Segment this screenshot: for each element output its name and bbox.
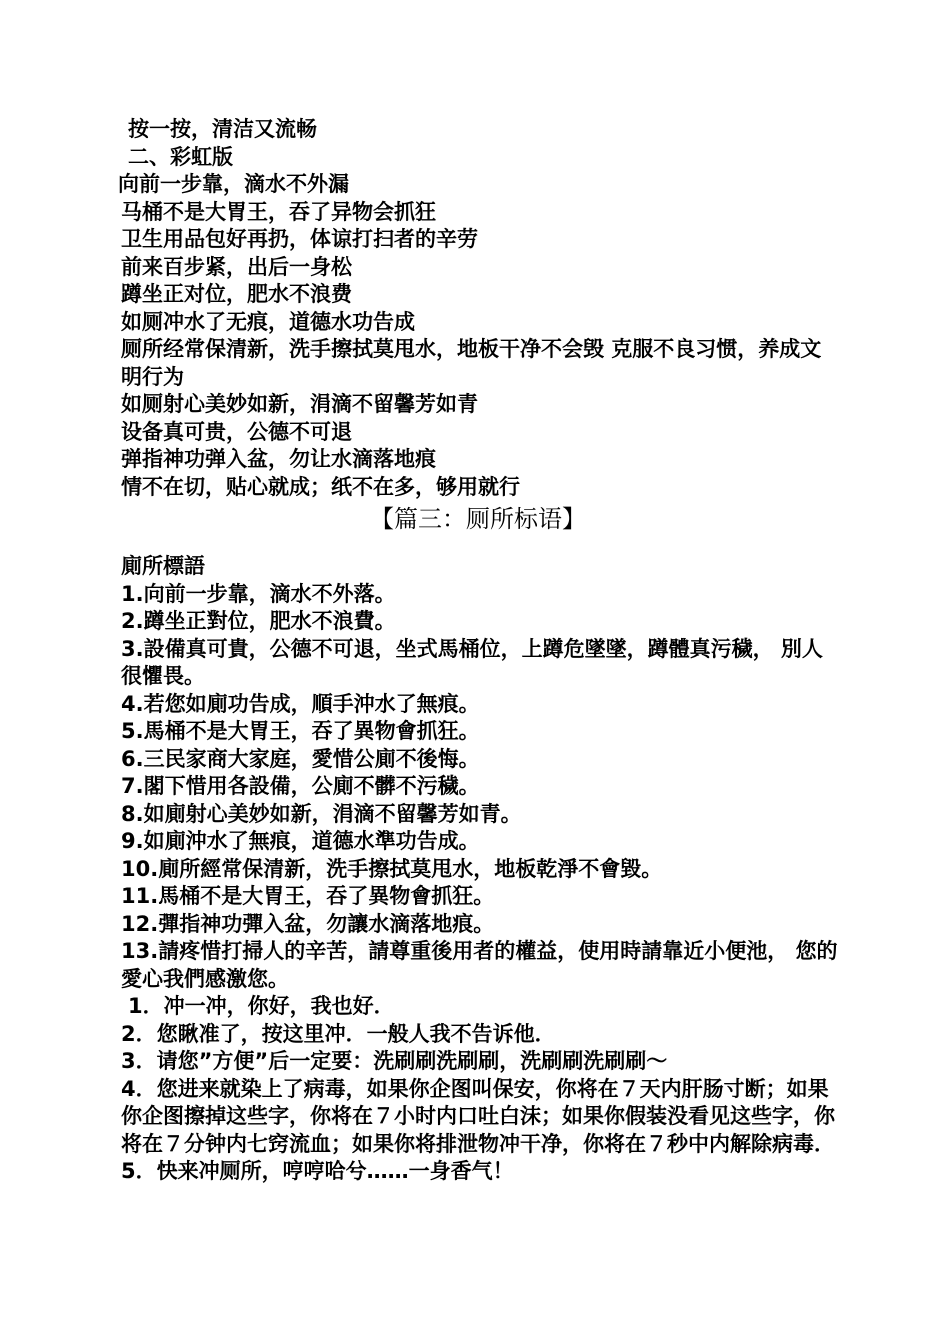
slogan-line: 厕所经常保清新，洗手擦拭莫甩水，地板干净不会毁 克服不良习惯，养成文明行为 <box>121 337 822 389</box>
document-content <box>118 116 838 1186</box>
list-item: 7.閣下惜用各設備，公廁不髒不污穢。 <box>121 774 480 798</box>
slogan-line: 弹指神功弹入盆，勿让水滴落地痕 <box>121 447 436 471</box>
slogan-line: 蹲坐正对位，肥水不浪费 <box>121 282 352 306</box>
slogan-line: 如厕射心美妙如新，涓滴不留馨芳如青 <box>121 392 478 416</box>
numbered-item: 4．您进来就染上了病毒，如果你企图叫保安，你将在７天内肝肠寸断；如果你企图擦掉这些字，你将在７小时内口吐白沫；如果你假装没看见这些字，你将在７分钟内七窍流血；如果你将排泄物冲干净，你将在７秒中内解除病毒． <box>121 1076 835 1156</box>
list-item: 5.馬桶不是大胃王，吞了異物會抓狂。 <box>121 719 480 743</box>
list-item: 9.如廁沖水了無痕，道德水準功告成。 <box>121 829 480 853</box>
list-item: 10.廁所經常保清新，洗手擦拭莫甩水，地板乾淨不會毀。 <box>121 856 663 881</box>
spacer <box>118 537 838 553</box>
list-item: 6.三民家商大家庭，愛惜公廁不後悔。 <box>121 746 480 771</box>
slogan-line: 情不在切，贴心就成；纸不在多，够用就行 <box>121 474 520 499</box>
list-item: 2.蹲坐正對位，肥水不浪費。 <box>121 609 396 633</box>
list-item: 13.請疼惜打掃人的辛苦，請尊重後用者的權益，使用時請靠近小便池， 您的愛心我們感激您。 <box>121 939 838 991</box>
list-item: 4.若您如廁功告成，順手沖水了無痕。 <box>121 691 480 716</box>
section-title-rainbow: 二、彩虹版 <box>128 144 233 169</box>
slogan-line: 马桶不是大胃王，吞了异物会抓狂 <box>121 199 436 224</box>
list-item: 3.設備真可貴，公德不可退，坐式馬桶位，上蹲危墜墜，蹲體真污穢， 別人很懼畏。 <box>121 636 823 688</box>
slogan-line: 卫生用品包好再扔，体谅打扫者的辛劳 <box>121 227 478 251</box>
numbered-item: 2．您瞅准了，按这里冲．一般人我不告诉他． <box>121 1021 556 1046</box>
slogan-line: 向前一步靠，滴水不外漏 <box>118 172 349 196</box>
numbered-item: 1．冲一冲，你好，我也好． <box>128 994 395 1018</box>
slogan-line: 前来百步紧，出后一身松 <box>121 254 352 279</box>
slogan-line: 设备真可贵，公德不可退 <box>121 419 352 444</box>
list-item: 12.彈指神功彈入盆，勿讓水滴落地痕。 <box>121 911 495 936</box>
list-item: 8.如廁射心美妙如新，涓滴不留馨芳如青。 <box>121 801 522 826</box>
list-item: 1.向前一步靠，滴水不外落。 <box>121 581 396 606</box>
slogan-line: 如厕冲水了无痕，道德水功告成 <box>121 309 415 334</box>
section-heading: 【篇三：厕所标语】 <box>370 505 586 533</box>
numbered-item: 3．请您”方便”后一定要：洗刷刷洗刷刷，洗刷刷洗刷刷～ <box>121 1049 668 1073</box>
list-item: 11.馬桶不是大胃王，吞了異物會抓狂。 <box>121 884 495 908</box>
section-subtitle: 廁所標語 <box>121 554 205 578</box>
numbered-item: 5．快来冲厕所，哼哼哈兮……一身香气！ <box>121 1159 514 1183</box>
slogan-lead: 按一按，清洁又流畅 <box>128 117 317 141</box>
